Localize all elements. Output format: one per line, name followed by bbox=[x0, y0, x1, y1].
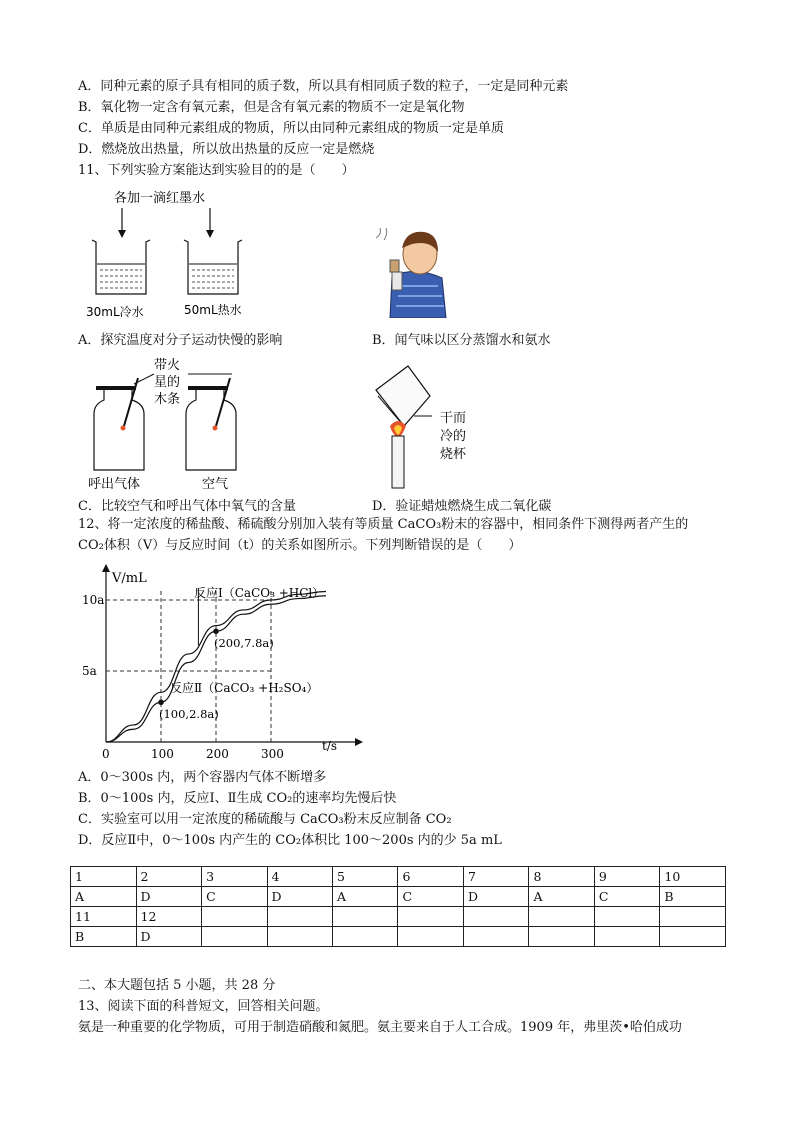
q12-chart bbox=[70, 560, 370, 760]
q10-option-b: B．氧化物一定含有氧元素，但是含有氧元素的物质不一定是氧化物 bbox=[78, 100, 465, 115]
y-tick-label: 10a bbox=[82, 593, 105, 607]
exhaled-gas-bottle bbox=[94, 378, 144, 470]
table-row bbox=[71, 907, 726, 927]
table-cell: 1 bbox=[71, 867, 137, 887]
x-tick-label: 300 bbox=[261, 747, 284, 760]
red-ink-label: 各加一滴红墨水 bbox=[114, 191, 206, 206]
table-cell bbox=[202, 927, 267, 947]
table-cell: 6 bbox=[398, 867, 463, 887]
table-row bbox=[71, 867, 726, 887]
table-cell: 4 bbox=[267, 867, 332, 887]
figure-b-smelling bbox=[372, 226, 462, 318]
table-cell: C bbox=[594, 887, 659, 907]
series-label-reaction-1: 反应Ⅰ（CaCO₃ +HCl） bbox=[194, 586, 325, 600]
table-cell bbox=[463, 927, 528, 947]
cold-beaker-label bbox=[440, 411, 467, 462]
table-cell: 11 bbox=[71, 907, 137, 927]
hot-water-beaker bbox=[184, 240, 242, 294]
figure-a-beakers bbox=[80, 186, 280, 321]
strip-label bbox=[154, 357, 180, 407]
table-cell: 3 bbox=[202, 867, 267, 887]
q10-option-c: C．单质是由同种元素组成的物质，所以由同种元素组成的物质一定是单质 bbox=[78, 121, 504, 136]
answer-table bbox=[70, 866, 726, 947]
q13-stem: 13、阅读下面的科普短文，回答相关问题。 bbox=[78, 999, 329, 1014]
q10-option-d: D．燃烧放出热量，所以放出热量的反应一定是燃烧 bbox=[78, 142, 375, 157]
y-tick-label: 5a bbox=[82, 664, 97, 678]
x-tick-label: 200 bbox=[206, 747, 229, 760]
cold-water-label: 30mL冷水 bbox=[86, 305, 144, 319]
q12-stem-line1: 12、将一定浓度的稀盐酸、稀硫酸分别加入装有等质量 CaCO₃粉末的容器中，相同条件下测得两者产生的 bbox=[78, 517, 689, 532]
q11-option-a: A．探究温度对分子运动快慢的影响 bbox=[78, 333, 283, 348]
q11-stem: 11、下列实验方案能达到实验目的的是（ ） bbox=[78, 163, 355, 178]
table-cell: 8 bbox=[529, 867, 594, 887]
x-axis-label: t/s bbox=[322, 739, 338, 753]
table-cell: A bbox=[333, 887, 398, 907]
q12-option-a: A．0～300s 内，两个容器内气体不断增多 bbox=[78, 770, 327, 785]
data-point-label: (100,2.8a) bbox=[159, 707, 219, 722]
table-cell: D bbox=[267, 887, 332, 907]
table-cell: 10 bbox=[660, 867, 726, 887]
x-axis-arrow bbox=[355, 738, 363, 746]
q10-option-a: A．同种元素的原子具有相同的质子数，所以具有相同质子数的粒子，一定是同种元素 bbox=[78, 79, 569, 94]
q12-option-d: D．反应Ⅱ中，0～100s 内产生的 CO₂体积比 100～200s 内的少 5a mL bbox=[78, 833, 502, 848]
air-bottle bbox=[186, 378, 236, 470]
table-cell: D bbox=[136, 927, 202, 947]
series-label-reaction-2: 反应Ⅱ（CaCO₃ +H₂SO₄） bbox=[170, 681, 319, 695]
svg-text:干而: 干而 bbox=[440, 411, 467, 426]
table-cell bbox=[398, 927, 463, 947]
svg-text:带火: 带火 bbox=[154, 358, 181, 373]
cold-water-beaker bbox=[92, 240, 150, 294]
q12-option-b: B．0～100s 内，反应Ⅰ、Ⅱ生成 CO₂的速率均先慢后快 bbox=[78, 791, 397, 806]
table-cell bbox=[660, 927, 726, 947]
table-cell: C bbox=[398, 887, 463, 907]
section-2-heading: 二、本大题包括 5 小题，共 28 分 bbox=[78, 978, 276, 993]
table-cell bbox=[594, 927, 659, 947]
data-point bbox=[213, 628, 219, 634]
table-cell bbox=[594, 907, 659, 927]
hot-water-label: 50mL热水 bbox=[184, 303, 242, 317]
table-cell: B bbox=[71, 927, 137, 947]
table-cell: B bbox=[660, 887, 726, 907]
x-tick-label: 0 bbox=[102, 747, 110, 760]
table-cell bbox=[267, 927, 332, 947]
table-cell bbox=[333, 927, 398, 947]
q11-option-c: C．比较空气和呼出气体中氧气的含量 bbox=[78, 499, 296, 514]
data-point bbox=[158, 699, 164, 705]
y-axis-label: V/mL bbox=[112, 571, 147, 586]
table-cell: 2 bbox=[136, 867, 202, 887]
figure-d-candle bbox=[368, 362, 488, 492]
table-cell bbox=[660, 907, 726, 927]
q11-option-b: B．闻气味以区分蒸馏水和氨水 bbox=[372, 333, 551, 348]
table-cell: A bbox=[529, 887, 594, 907]
y-axis-arrow bbox=[102, 564, 110, 572]
table-row bbox=[71, 927, 726, 947]
table-cell bbox=[202, 907, 267, 927]
table-cell: 12 bbox=[136, 907, 202, 927]
table-cell: 7 bbox=[463, 867, 528, 887]
data-point-label: (200,7.8a) bbox=[214, 636, 274, 651]
air-label: 空气 bbox=[202, 477, 229, 492]
figure-c-bottles bbox=[82, 354, 282, 492]
svg-text:星的: 星的 bbox=[154, 375, 181, 390]
table-cell: C bbox=[202, 887, 267, 907]
table-cell bbox=[529, 907, 594, 927]
table-cell: 9 bbox=[594, 867, 659, 887]
table-cell bbox=[267, 907, 332, 927]
table-cell bbox=[529, 927, 594, 947]
table-cell: D bbox=[136, 887, 202, 907]
q12-stem-line2: CO₂体积（V）与反应时间（t）的关系如图所示。下列判断错误的是（ ） bbox=[78, 538, 522, 553]
svg-text:木条: 木条 bbox=[154, 392, 181, 407]
table-cell bbox=[463, 907, 528, 927]
table-cell bbox=[333, 907, 398, 927]
table-row bbox=[71, 887, 726, 907]
q12-option-c: C．实验室可以用一定浓度的稀硫酸与 CaCO₃粉末反应制备 CO₂ bbox=[78, 812, 452, 827]
table-cell: A bbox=[71, 887, 137, 907]
x-tick-label: 100 bbox=[151, 747, 174, 760]
table-cell: D bbox=[463, 887, 528, 907]
table-cell: 5 bbox=[333, 867, 398, 887]
svg-text:烧杯: 烧杯 bbox=[440, 447, 467, 462]
q11-option-d: D．验证蜡烛燃烧生成二氧化碳 bbox=[372, 499, 552, 514]
q13-text: 氨是一种重要的化学物质，可用于制造硝酸和氮肥。氨主要来自于人工合成。1909 年，弗里茨•哈伯成功 bbox=[78, 1020, 682, 1035]
exhaled-gas-label: 呼出气体 bbox=[88, 477, 141, 492]
inverted-beaker bbox=[376, 366, 430, 426]
table-cell bbox=[398, 907, 463, 927]
svg-text:冷的: 冷的 bbox=[440, 429, 467, 444]
